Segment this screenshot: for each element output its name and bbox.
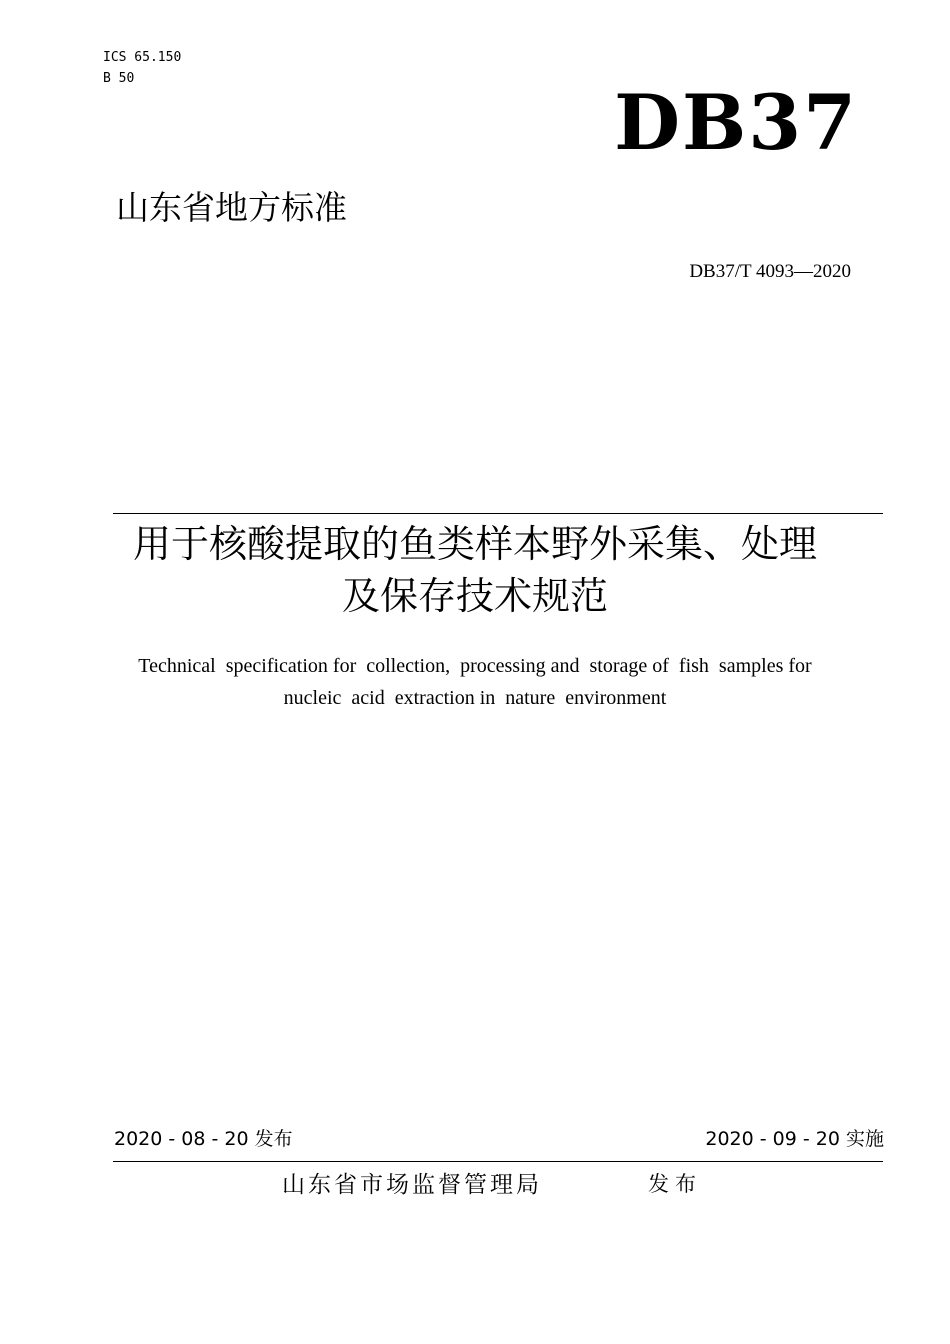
publish-label: 发布: [648, 1172, 702, 1196]
chinese-title: [90, 518, 860, 622]
standard-code-logo: DB37: [614, 78, 858, 167]
classification-code: B 50: [103, 71, 135, 86]
chinese-title-line-2: 及保存技术规范: [341, 574, 608, 618]
english-title-line-2: nucleic acid extraction in nature environment: [283, 687, 667, 709]
english-title: [90, 650, 860, 714]
issue-date: 2020 - 08 - 20 发布: [114, 1128, 293, 1150]
chinese-title-line-1: 用于核酸提取的鱼类样本野外采集、处理: [132, 522, 817, 566]
issuing-authority: 山东省市场监督管理局: [282, 1172, 542, 1198]
english-title-line-1: Technical specification for collection, processing and storage of fish samples for: [138, 655, 812, 677]
standard-type: 山东省地方标准: [116, 188, 347, 227]
ics-code: ICS 65.150: [103, 50, 182, 65]
implementation-date: 2020 - 09 - 20 实施: [705, 1128, 884, 1150]
footer-divider: [113, 1161, 883, 1162]
title-divider: [113, 513, 883, 514]
standard-number: DB37/T 4093—2020: [689, 261, 851, 282]
